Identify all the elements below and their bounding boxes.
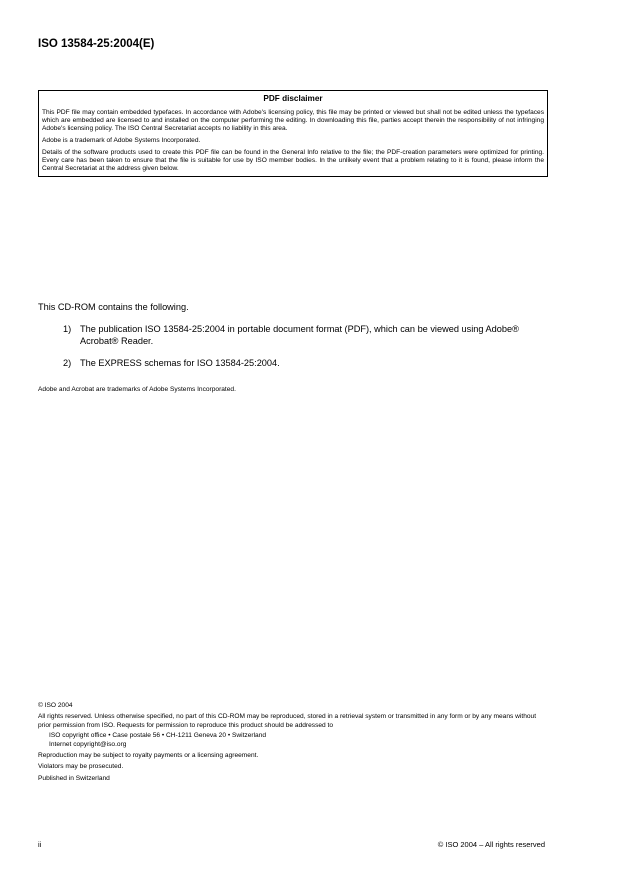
list-item-text: The publication ISO 13584-25:2004 in portable document format (PDF), which can be viewed using Adobe® Acrobat® Reader. <box>80 324 519 346</box>
contents-list <box>38 323 548 379</box>
list-item-text: The EXPRESS schemas for ISO 13584-25:2004. <box>80 358 280 368</box>
trademarks-note: Adobe and Acrobat are trademarks of Adobe Systems Incorporated. <box>38 386 236 393</box>
copyright-internet: Internet copyright@iso.org <box>49 740 127 748</box>
contents-intro: This CD-ROM contains the following. <box>38 302 189 312</box>
rights-reserved-text: All rights reserved. Unless otherwise specified, no part of this CD-ROM may be reproduced, stored in a retrieval system or transmitted in any form or by any means without prior permission from ISO. Requests for permission to reproduce this product should be addressed to <box>38 713 537 729</box>
violators-note: Violators may be prosecuted. <box>38 763 124 771</box>
disclaimer-paragraph-trademark: Adobe is a trademark of Adobe Systems Incorporated. <box>42 137 201 144</box>
list-item-number: 2) <box>63 358 72 368</box>
list-item <box>38 357 548 369</box>
disclaimer-paragraph-details: Details of the software products used to create this PDF file can be found in the General Info relative to the file; the PDF-creation parameters were optimized for printing. Every care has been taken to ensure that the file is suitable for use by ISO member bodies. In the unlikely event that a problem relating to it is found, please inform the Central Secretariat at the address given below. <box>42 149 544 172</box>
copyright-line: © ISO 2004 <box>38 702 73 709</box>
list-item-number: 1) <box>63 324 72 334</box>
copyright-block <box>38 702 548 785</box>
list-item <box>38 323 548 347</box>
document-id-header: ISO 13584-25:2004(E) <box>38 38 155 50</box>
pdf-disclaimer-box <box>38 90 548 177</box>
copyright-office-address: ISO copyright office • Case postale 56 • CH-1211 Geneva 20 • Switzerland <box>49 732 267 740</box>
published-note: Published in Switzerland <box>38 774 110 782</box>
footer-copyright: © ISO 2004 – All rights reserved <box>437 840 545 849</box>
page-number: ii <box>38 840 42 849</box>
disclaimer-title: PDF disclaimer <box>263 94 323 103</box>
royalty-note: Reproduction may be subject to royalty payments or a licensing agreement. <box>38 752 259 760</box>
disclaimer-paragraph-typefaces: This PDF file may contain embedded typefaces. In accordance with Adobe's licensing policy, this file may be printed or viewed but shall not be edited unless the typefaces which are embedded are licensed to and installed on the computer performing the editing. In downloading this file, parties accept therein the responsibility of not infringing Adobe's licensing policy. The ISO Central Secretariat accepts no liability in this area. <box>42 109 544 132</box>
